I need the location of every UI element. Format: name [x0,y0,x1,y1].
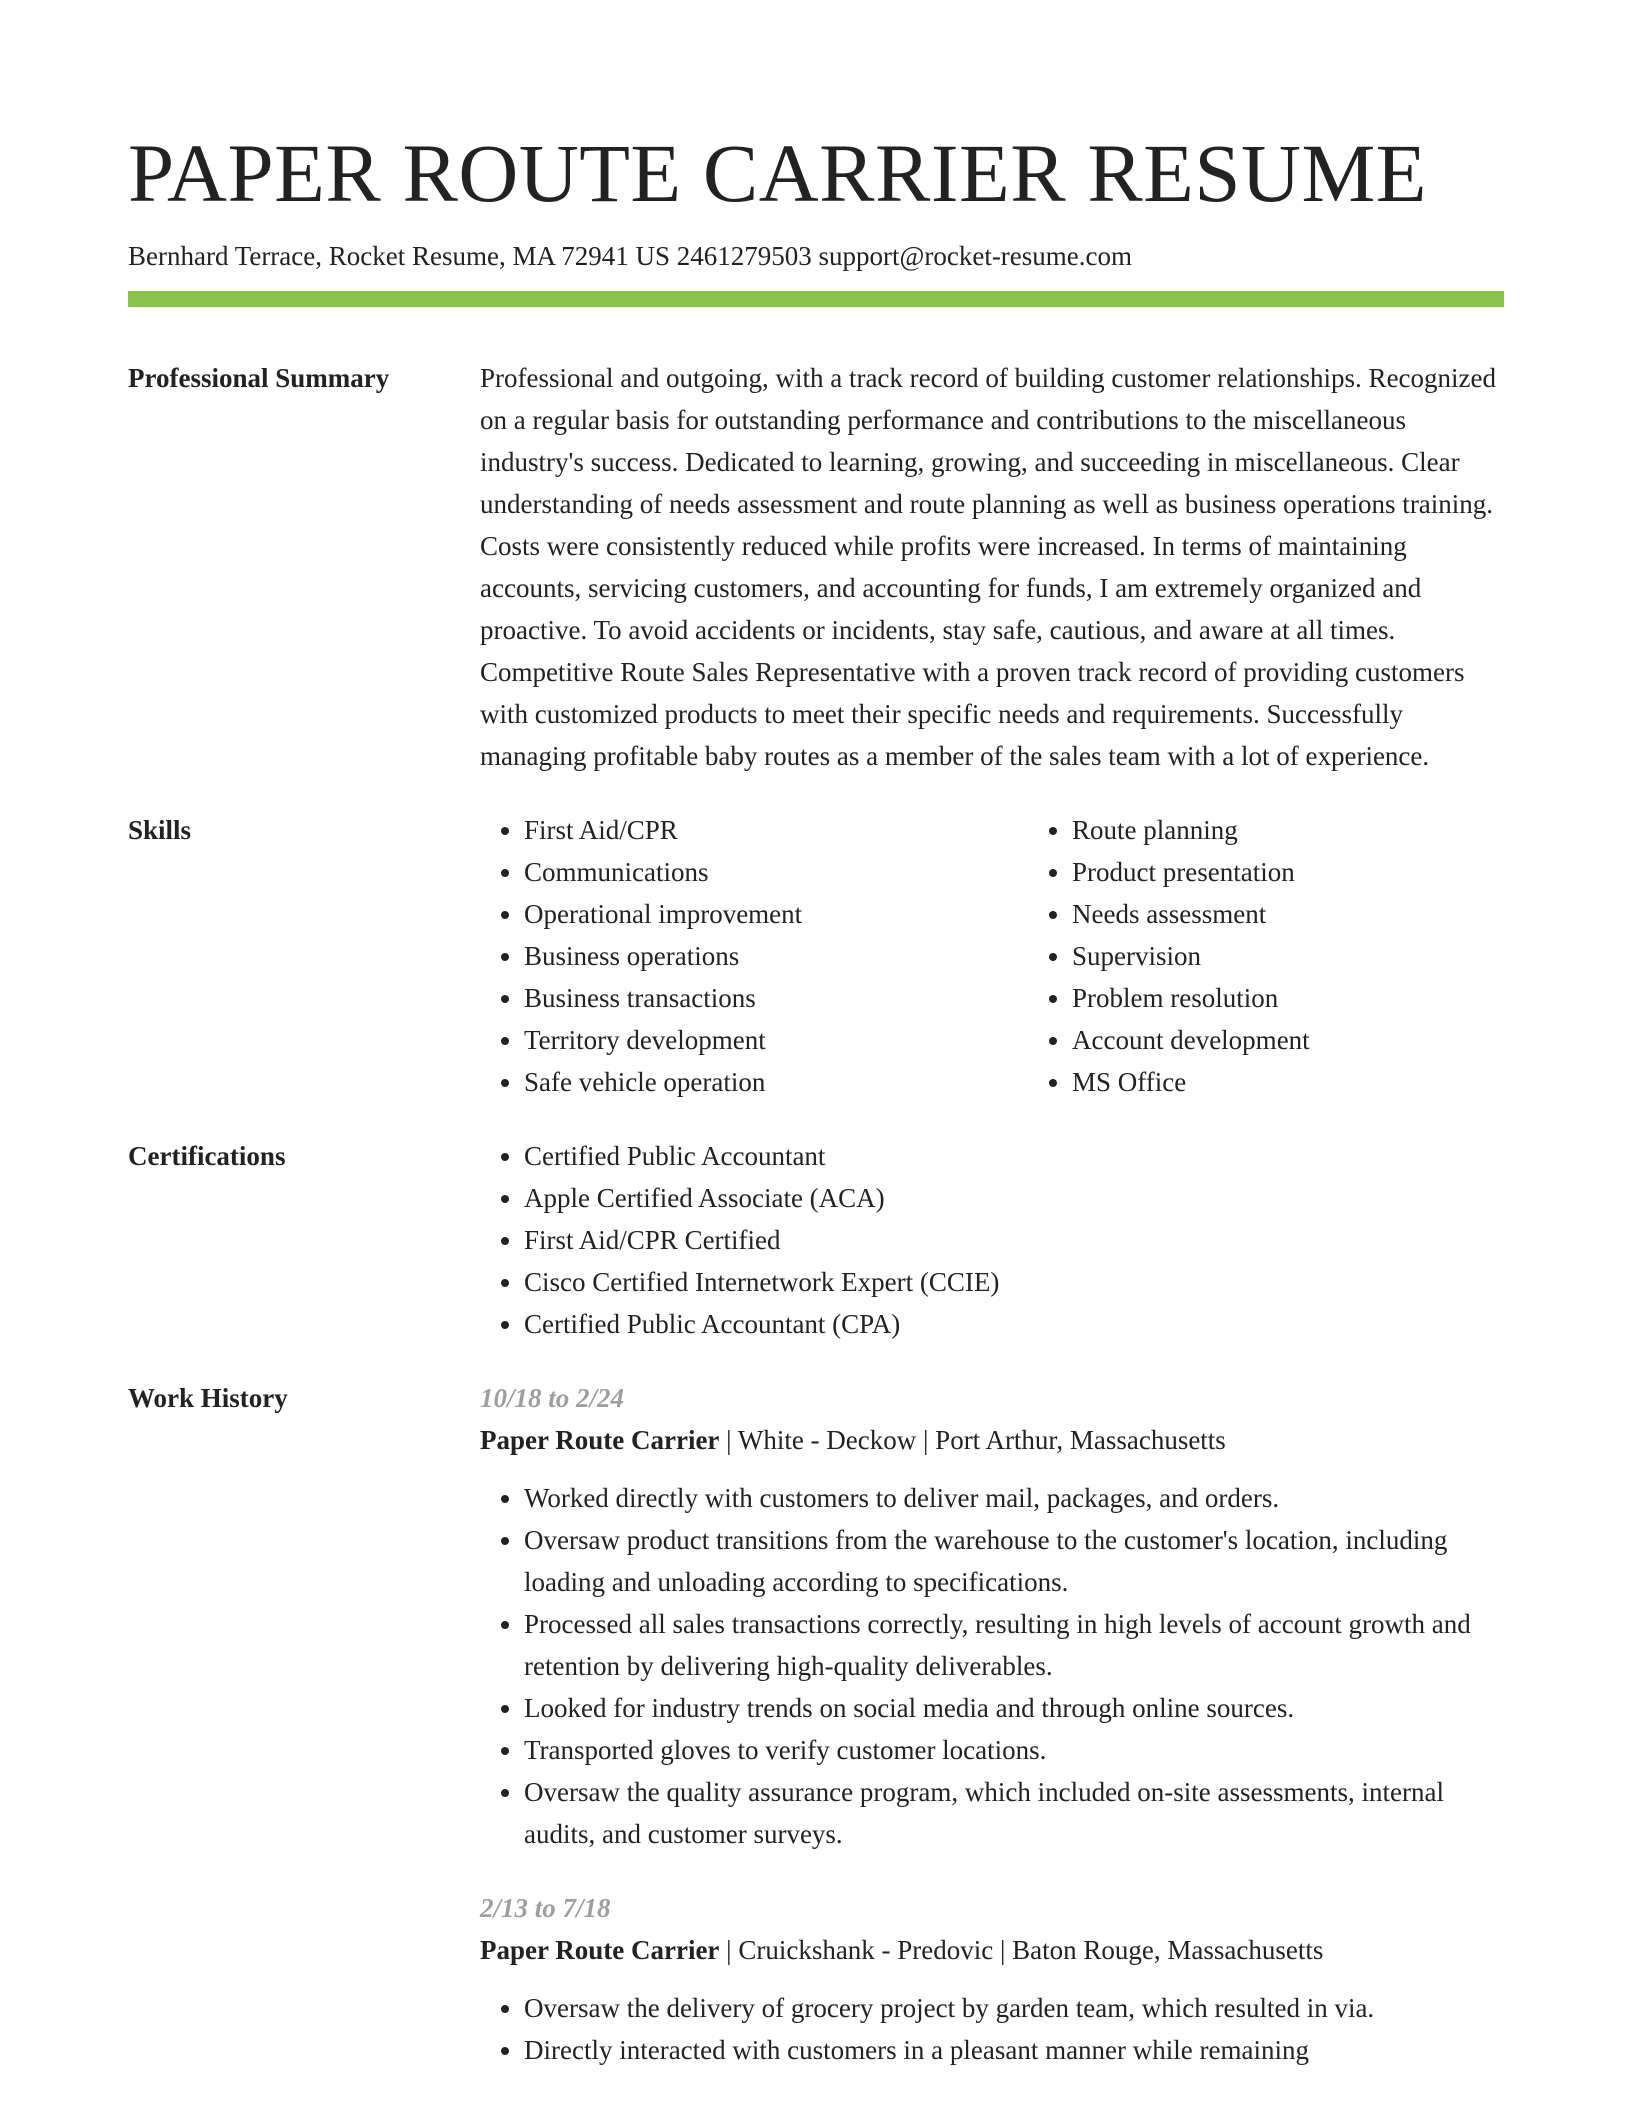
work-history-section [128,1377,1504,2071]
certification-item: • Certified Public Accountant [524,1135,1504,1177]
job-entry [480,1377,1504,1855]
certification-item: • Cisco Certified Internetwork Expert (CCIE) [524,1261,1504,1303]
certifications-list [480,1135,1504,1345]
certification-item: • First Aid/CPR Certified [524,1219,1504,1261]
skills-right-list [1028,809,1576,1103]
job-bullet: • Oversaw product transitions from the warehouse to the customer's location, including loading and unloading according to specifications. [524,1519,1504,1603]
work-history-heading: Work History [128,1383,288,1413]
skills-left-list [480,809,1028,1103]
skill-item: • Territory development [524,1019,1028,1061]
job-title: Paper Route Carrier [480,1935,720,1965]
skill-item: • Business operations [524,935,1028,977]
job-dates: 2/13 to 7/18 [480,1893,611,1923]
skill-item: • Supervision [1072,935,1576,977]
job-title: Paper Route Carrier [480,1425,720,1455]
summary-text: Professional and outgoing, with a track record of building customer relationships. Recognized on a regular basis for outstanding performance and contributions to the miscellaneous industry's success. Dedicated to learning, growing, and succeeding in miscellaneous. Clear understanding of needs assessment and route planning as well as business operations training. Costs were consistently reduced while profits were increased. In terms of maintaining accounts, servicing customers, and accounting for funds, I am extremely organized and proactive. To avoid accidents or incidents, stay safe, cautious, and aware at all times. Competitive Route Sales Representative with a proven track record of providing customers with customized products to meet their specific needs and requirements. Successfully managing profitable baby routes as a member of the sales team with a lot of experience. [480,363,1497,771]
job-details: | Cruickshank - Predovic | Baton Rouge, Massachusetts [719,1935,1324,1965]
skill-item: • Needs assessment [1072,893,1576,935]
skill-item: • Business transactions [524,977,1028,1019]
skills-section [128,809,1504,1103]
skill-item: • Communications [524,851,1028,893]
job-bullets [480,1987,1504,2071]
job-bullet: • Processed all sales transactions correctly, resulting in high levels of account growth and retention by delivering high-quality deliverables. [524,1603,1504,1687]
skill-item: • First Aid/CPR [524,809,1028,851]
job-details: | White - Deckow | Port Arthur, Massachusetts [719,1425,1226,1455]
summary-heading: Professional Summary [128,363,390,393]
job-bullet: • Directly interacted with customers in a pleasant manner while remaining [524,2029,1504,2071]
resume-title: PAPER ROUTE CARRIER RESUME [128,127,1427,219]
job-bullet: • Transported gloves to verify customer locations. [524,1729,1504,1771]
contact-line: Bernhard Terrace, Rocket Resume, MA 72941 US 2461279503 support@rocket-resume.com [128,241,1133,271]
skill-item: • Safe vehicle operation [524,1061,1028,1103]
accent-divider [128,291,1504,307]
job-entry [480,1887,1504,2071]
resume-page [128,0,1504,2071]
job-bullet: • Oversaw the quality assurance program, which included on-site assessments, internal audits, and customer surveys. [524,1771,1504,1855]
summary-section [128,357,1504,777]
job-heading [480,1929,1504,1971]
job-bullet: • Looked for industry trends on social media and through online sources. [524,1687,1504,1729]
job-bullet: • Worked directly with customers to deliver mail, packages, and orders. [524,1477,1504,1519]
job-bullet: • Oversaw the delivery of grocery project by garden team, which resulted in via. [524,1987,1504,2029]
skill-item: • Route planning [1072,809,1576,851]
skills-heading: Skills [128,815,192,845]
skill-item: • Problem resolution [1072,977,1576,1019]
job-bullets [480,1477,1504,1855]
certifications-section [128,1135,1504,1345]
skill-item: • Operational improvement [524,893,1028,935]
job-dates: 10/18 to 2/24 [480,1383,625,1413]
skill-item: • MS Office [1072,1061,1576,1103]
skill-item: • Account development [1072,1019,1576,1061]
certification-item: • Certified Public Accountant (CPA) [524,1303,1504,1345]
certification-item: • Apple Certified Associate (ACA) [524,1177,1504,1219]
job-heading [480,1419,1504,1461]
certifications-heading: Certifications [128,1141,286,1171]
skill-item: • Product presentation [1072,851,1576,893]
